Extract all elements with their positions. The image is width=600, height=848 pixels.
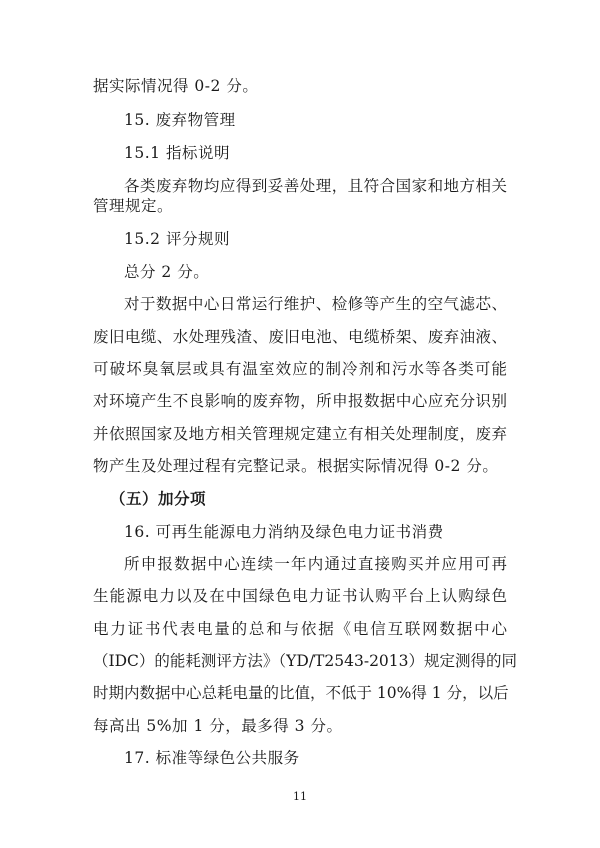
- text-line-paragraph: 对环境产生不良影响的废弃物，所申报数据中心应充分识别: [93, 392, 507, 410]
- text-line-paragraph: 对于数据中心日常运行维护、检修等产生的空气滤芯、: [124, 295, 507, 313]
- page-number: 11: [293, 790, 307, 803]
- text-line-paragraph: 并依照国家及地方相关管理规定建立有相关处理制度，废弃: [93, 425, 507, 443]
- subsection-heading-scoring-rules: 15.2 评分规则: [124, 230, 230, 248]
- section-heading-waste-management: 15. 废弃物管理: [124, 111, 236, 129]
- section-heading-green-public-service: 17. 标准等绿色公共服务: [124, 749, 300, 767]
- text-line-score-continued: 据实际情况得 0-2 分。: [93, 77, 259, 95]
- subsection-heading-indicator-description: 15.1 指标说明: [124, 144, 230, 162]
- section-heading-bonus-items: （五）加分项: [110, 489, 207, 508]
- text-line-paragraph: 可破坏臭氧层或具有温室效应的制冷剂和污水等各类可能: [93, 360, 507, 378]
- text-line-paragraph: （IDC）的能耗测评方法》（YD/T2543-2013）规定测得的同: [93, 652, 518, 670]
- text-line-paragraph: 所申报数据中心连续一年内通过直接购买并应用可再: [124, 555, 507, 573]
- text-line-paragraph: 时期内数据中心总耗电量的比值，不低于 10%得 1 分，以后: [93, 684, 509, 702]
- text-line-paragraph: 废旧电缆、水处理残渣、废旧电池、电缆桥架、废弃油液、: [93, 328, 507, 346]
- text-line-paragraph-end: 每高出 5%加 1 分，最多得 3 分。: [93, 717, 343, 735]
- text-line-paragraph-end: 管理规定。: [93, 197, 174, 215]
- text-line-paragraph: 各类废弃物均应得到妥善处理，且符合国家和地方相关: [124, 177, 507, 195]
- text-line-paragraph-end: 物产生及处理过程有完整记录。根据实际情况得 0-2 分。: [93, 457, 499, 475]
- section-heading-renewable-energy: 16. 可再生能源电力消纳及绿色电力证书消费: [124, 523, 444, 541]
- text-line-total-score: 总分 2 分。: [124, 263, 210, 281]
- text-line-paragraph: 生能源电力以及在中国绿色电力证书认购平台上认购绿色: [93, 587, 507, 605]
- text-line-paragraph: 电力证书代表电量的总和与依据《电信互联网数据中心: [93, 620, 507, 638]
